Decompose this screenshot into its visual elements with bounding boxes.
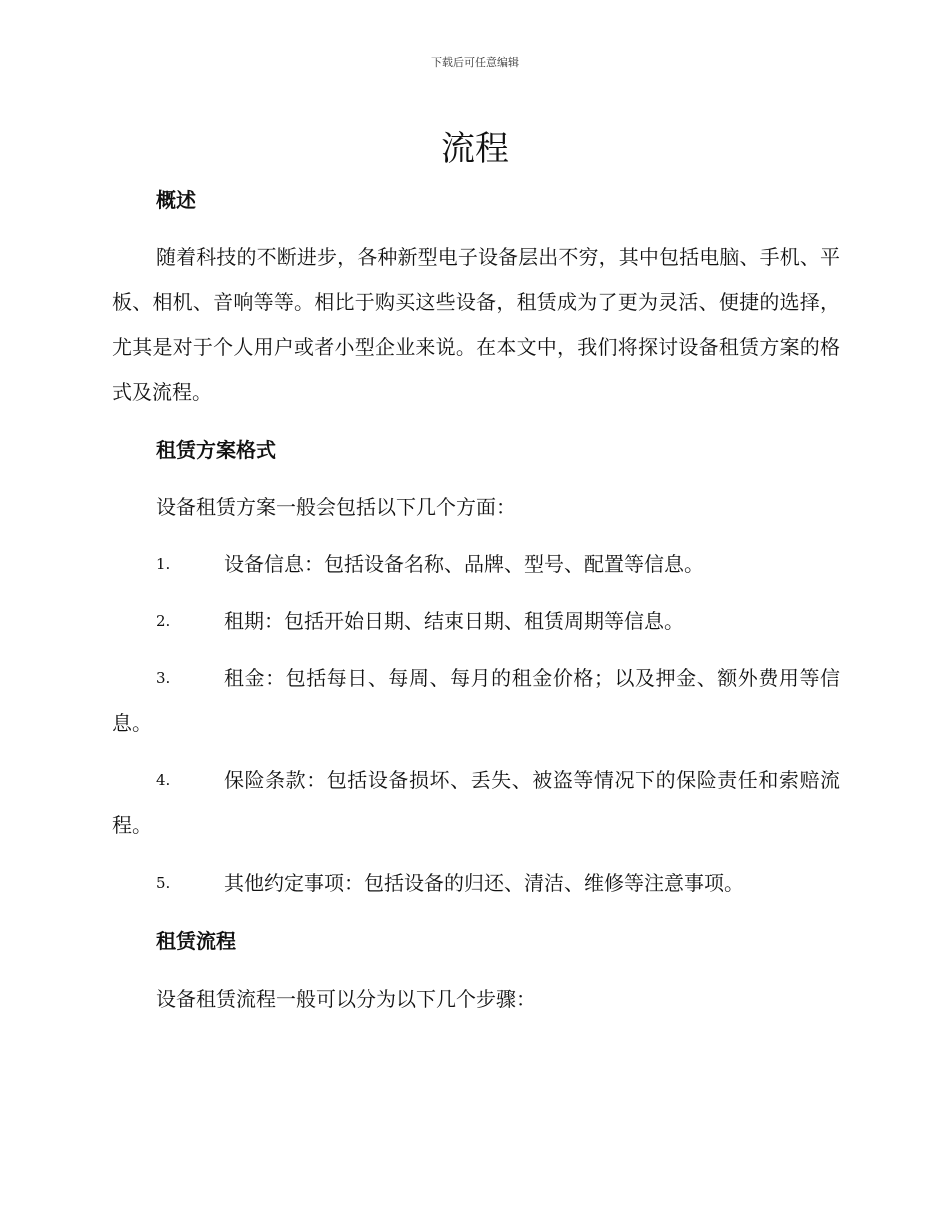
list-item-text: 租金：包括每日、每周、每月的租金价格；以及押金、额外费用等信息。	[112, 666, 840, 735]
list-item	[112, 542, 840, 587]
list-item-text: 其他约定事项：包括设备的归还、清洁、维修等注意事项。	[224, 871, 744, 895]
section-heading-format: 租赁方案格式	[156, 438, 276, 462]
section-heading-overview: 概述	[156, 188, 196, 212]
list-item-text: 保险条款：包括设备损坏、丢失、被盗等情况下的保险责任和索赔流程。	[112, 768, 840, 837]
list-item-text: 租期：包括开始日期、结束日期、租赁周期等信息。	[224, 609, 684, 633]
section-heading-process: 租赁流程	[156, 929, 236, 953]
list-item	[112, 758, 840, 848]
process-intro: 设备租赁流程一般可以分为以下几个步骤：	[156, 987, 536, 1011]
page-title: 流程	[441, 129, 509, 169]
list-item-number: 4.	[156, 771, 171, 789]
list-item-number: 3.	[156, 669, 171, 687]
list-item	[112, 599, 840, 644]
list-item	[112, 656, 840, 746]
overview-paragraph: 随着科技的不断进步，各种新型电子设备层出不穷，其中包括电脑、手机、平板、相机、音响等等。相比于购买这些设备，租赁成为了更为灵活、便捷的选择，尤其是对于个人用户或者小型企业来说。在本文中，我们将探讨设备租赁方案的格式及流程。	[112, 245, 840, 404]
list-item	[112, 861, 840, 906]
list-item-number: 2.	[156, 612, 171, 630]
format-intro: 设备租赁方案一般会包括以下几个方面：	[156, 495, 516, 519]
header-note: 下载后可任意编辑	[431, 56, 519, 69]
list-item-text: 设备信息：包括设备名称、品牌、型号、配置等信息。	[224, 552, 704, 576]
list-item-number: 5.	[156, 874, 171, 892]
list-item-number: 1.	[156, 555, 171, 573]
